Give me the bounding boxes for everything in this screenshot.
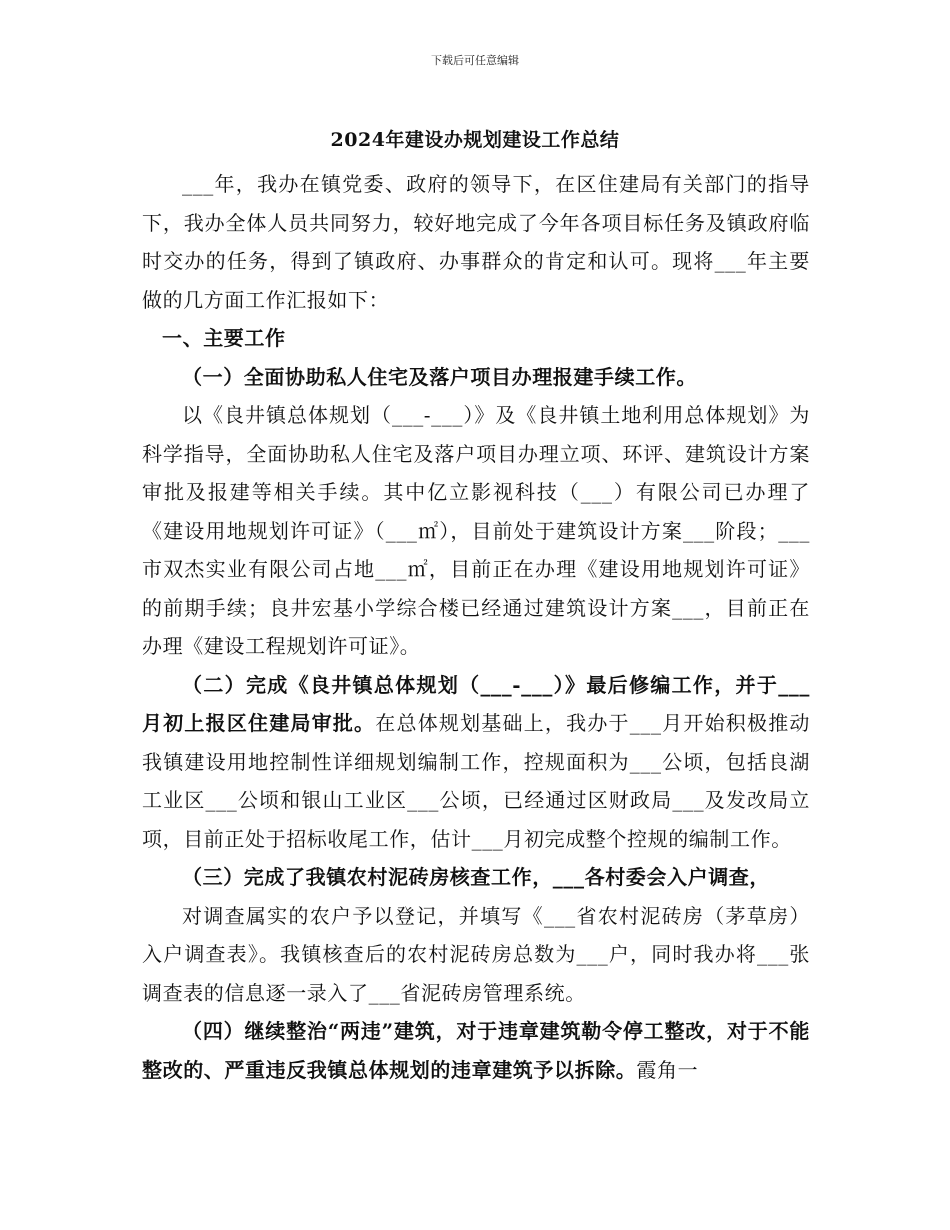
page-header-note: 下载后可任意编辑: [431, 54, 519, 67]
item1-body: 以《良井镇总体规划（___-___）》及《良井镇土地利用总体规划》为科学指导，全面协助私人住宅及落户项目办理立项、环评、建筑设计方案审批及报建等相关手续。其中亿立影视科技（___）有限公司已办理了《建设用地规划许可证》（___㎡），目前处于建筑设计方案___阶段；___市双杰实业有限公司占地___㎡，目前正在办理《建设用地规划许可证》的前期手续；良井宏基小学综合楼已经通过建筑设计方案___，目前正在办理《建设工程规划许可证》。: [142, 403, 810, 658]
item4-body: 霞角一: [636, 1057, 699, 1082]
document-title: 2024年建设办规划建设工作总结: [330, 129, 620, 151]
intro-paragraph: ___年，我办在镇党委、政府的领导下，在区住建局有关部门的指导下，我办全体人员共同努力，较好地完成了今年各项目标任务及镇政府临时交办的任务，得到了镇政府、办事群众的肯定和认可。现将___年主要做的几方面工作汇报如下：: [142, 172, 810, 312]
item2-body: 在总体规划基础上，我办于___月开始积极推动我镇建设用地控制性详细规划编制工作，控规面积为___公顷，包括良湖工业区___公顷和银山工业区___公顷，已经通过区财政局___及发改局立项，目前正处于招标收尾工作，估计___月初完成整个控规的编制工作。: [142, 711, 810, 851]
item2-paragraph: [142, 666, 810, 859]
item4-paragraph: [142, 1012, 810, 1089]
item4-heading: （四）继续整治“两违”建筑，对于违章建筑勒令停工整改，对于不能整改的、严重违反我镇总体规划的违章建筑予以拆除。: [142, 1019, 810, 1082]
item1-heading: （一）全面协助私人住宅及落户项目办理报建手续工作。: [182, 364, 697, 389]
document-body: [142, 165, 810, 1089]
item2-heading: （二）完成《良井镇总体规划（___-___）》最后修编工作，并于___月初上报区住建局审批。: [142, 672, 810, 735]
section-heading-main-work: 一、主要工作: [162, 326, 286, 350]
item3-body: 对调查属实的农户予以登记，并填写《___省农村泥砖房（茅草房）入户调查表》。我镇核查后的农村泥砖房总数为___户，同时我办将___张调查表的信息逐一录入了___省泥砖房管理系统。: [142, 903, 810, 1005]
item3-heading: （三）完成了我镇农村泥砖房核查工作，___各村委会入户调查，: [182, 865, 770, 889]
